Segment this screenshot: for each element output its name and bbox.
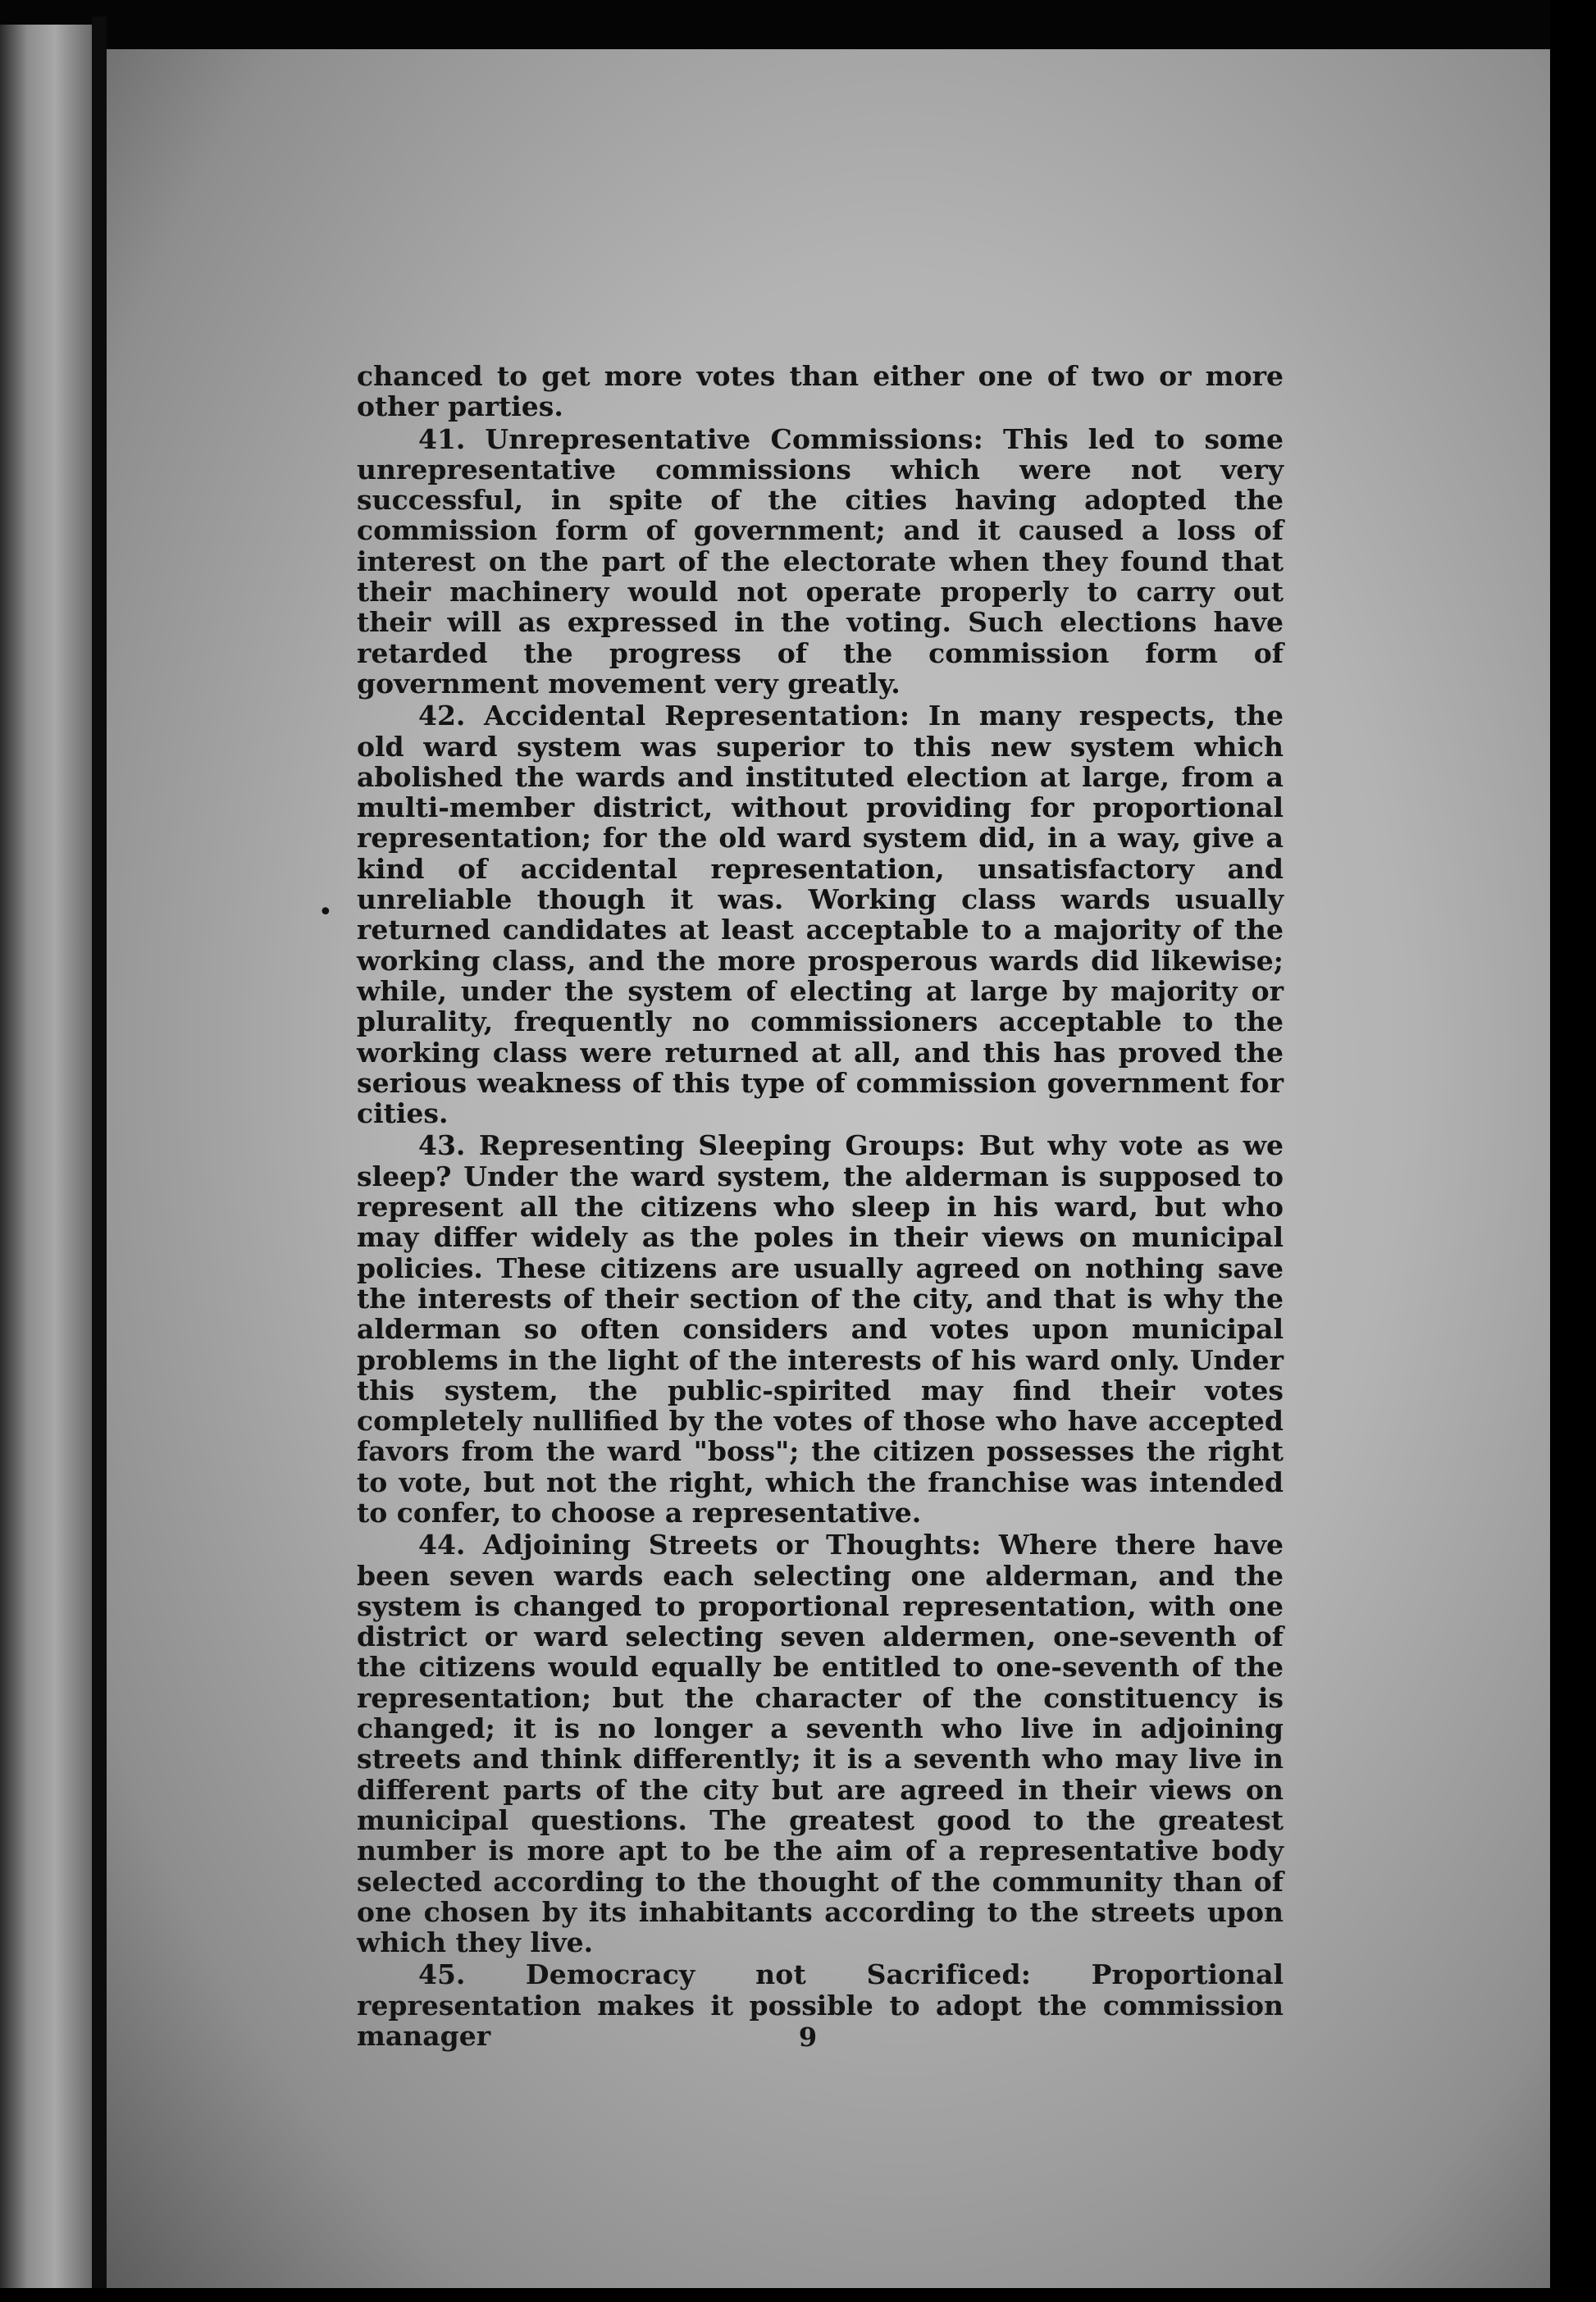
- paragraph-44: [357, 1529, 1284, 1958]
- paragraph-text: chanced to get more votes than either one of two or more other parties.: [357, 360, 1284, 423]
- paragraph-text: This led to some unrepresentative commissions which were not very successful, in spite of the cities having adopted the commission form of government; and it caused a loss of interest on the part of the electorate when they found that their machinery would not operate properly to carry out their will as expressed in the voting. Such elections have retarded the progress of the commission form of government movement very greatly.: [357, 422, 1284, 700]
- paragraph-heading: Adjoining Streets or Thoughts:: [482, 1529, 982, 1561]
- paragraph-number: 41.: [418, 422, 466, 455]
- paragraph-heading: Unrepresentative Commissions:: [485, 422, 984, 455]
- paragraph-41: [357, 424, 1284, 700]
- paragraph-42: [357, 700, 1284, 1128]
- paragraph-text: But why vote as we sleep? Under the ward system, the alderman is supposed to represent all the citizens who sleep in his ward, but who may differ widely as the poles in their views on municipal policies. These citizens are usually agreed on nothing save the interests of their section of the city, and that is why the alderman so often considers and votes upon municipal problems in the light of the interests of his ward only. Under this system, the public-spirited may find their votes completely nullified by the votes of those who have accepted favors from the ward "boss"; the citizen possesses the right to vote, but not the right, which the franchise was intended to confer, to choose a representative.: [357, 1129, 1284, 1529]
- right-edge: [1550, 0, 1596, 2302]
- paragraph-text: In many respects, the old ward system was superior to this new system which abolished the wards and instituted election at large, from a multi-member district, without providing for proportional representation; for the old ward system did, in a way, give a kind of accidental representation, unsatisfactory and unreliable though it was. Working class wards usually returned candidates at least acceptable to a majority of the working class, and the more prosperous wards did likewise; while, under the system of electing at large by majority or plurality, frequently no commissioners acceptable to the working class were returned at all, and this has proved the serious weakness of this type of commission government for cities.: [357, 700, 1284, 1130]
- page-number: 9: [798, 2022, 818, 2053]
- paragraph-43: [357, 1130, 1284, 1528]
- paragraph-number: 42.: [418, 700, 466, 732]
- body-text: [357, 361, 1284, 2053]
- paragraph-heading: Representing Sleeping Groups:: [478, 1129, 966, 1162]
- left-margin-strip: [0, 25, 92, 2288]
- paragraph-text: Proportional representation makes it possible to adopt the commission manager: [357, 1958, 1284, 2053]
- paragraph-number: 44.: [418, 1529, 466, 1561]
- margin-mark: •: [318, 898, 333, 927]
- paragraph-number: 45.: [418, 1958, 466, 1991]
- paragraph-heading: Accidental Representation:: [483, 700, 910, 732]
- paragraph-text: Where there have been seven wards each selecting one alderman, and the system is changed to proportional representation, with one district or ward selecting seven aldermen, one-seventh of the citizens would equally be entitled to one-seventh of the representation; but the character of the constituency is changed; it is no longer a seventh who live in adjoining streets and think differently; it is a seventh who may live in different parts of the city but are agreed in their views on municipal questions. The greatest good to the greatest number is more apt to be the aim of a representative body selected according to the thought of the community than of one chosen by its inhabitants according to the streets upon which they live.: [357, 1529, 1284, 1959]
- paragraph-number: 43.: [418, 1129, 466, 1162]
- bottom-edge: [0, 2288, 1596, 2302]
- paragraph-continued: [357, 361, 1284, 422]
- paragraph-heading: Democracy not Sacrificed:: [525, 1958, 1032, 1991]
- binding-line: [92, 16, 107, 2296]
